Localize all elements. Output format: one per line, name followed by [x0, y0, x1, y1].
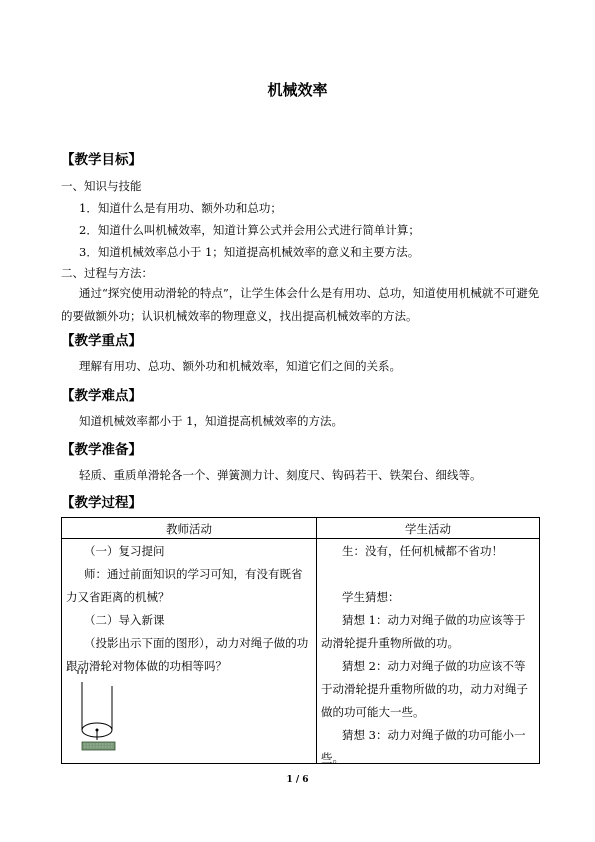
goals-part1-label: 一、知识与技能	[61, 179, 142, 193]
goals-part2-label: 二、过程与方法：	[61, 266, 153, 280]
teacher-review-title: （一）复习提问	[84, 544, 165, 558]
header-teacher-activity: 教师活动	[166, 522, 212, 536]
pulley-figure	[74, 668, 124, 753]
document-title: 机械效率	[267, 81, 328, 99]
difficulties-text: 知道机械效率都小于 1，知道提高机械效率的方法。	[79, 414, 343, 428]
student-guess-title: 学生猜想：	[342, 590, 400, 604]
goals-item-2: 2．知道什么叫机械效率，知道计算公式并会用公式进行简单计算；	[79, 223, 420, 237]
teacher-review-text: 师：通过前面知识的学习可知，有没有既省力又省距离的机械？	[66, 567, 303, 604]
table-header-divider	[62, 538, 539, 539]
teacher-intro-title: （二）导入新课	[84, 613, 165, 627]
heading-goals: 【教学目标】	[61, 152, 142, 168]
student-guess-2: 猜想 2：动力对绳子做的功应该不等于动滑轮提升重物所做的功，动力对绳子做的功可能大一些。	[321, 659, 528, 719]
page-number: 1 / 6	[286, 775, 309, 785]
goals-part2-text: 通过“探究使用动滑轮的特点”，让学生体会什么是有用功、总功，知道使用机械就不可避免的要做额外功；认识机械效率的物理意义，找出提高机械效率的方法。	[61, 286, 540, 323]
header-student-activity: 学生活动	[405, 522, 451, 536]
student-guess-3: 猜想 3：动力对绳子做的功可能小一些。	[321, 728, 526, 765]
goals-item-1: 1．知道什么是有用功、额外功和总功；	[79, 201, 282, 215]
table-column-divider	[316, 518, 317, 763]
preparation-text: 轻质、重质单滑轮各一个、弹簧测力计、刻度尺、钩码若干、铁架台、细线等。	[79, 468, 482, 482]
heading-preparation: 【教学准备】	[61, 442, 142, 458]
heading-key-points: 【教学重点】	[61, 333, 142, 349]
goals-item-3: 3．知道机械效率总小于 1；知道提高机械效率的意义和主要方法。	[79, 245, 420, 259]
key-points-text: 理解有用功、总功、额外功和机械效率，知道它们之间的关系。	[79, 359, 401, 373]
heading-process: 【教学过程】	[61, 495, 142, 511]
heading-difficulties: 【教学难点】	[61, 388, 142, 404]
student-guess-1: 猜想 1：动力对绳子做的功应该等于动滑轮提升重物所做的功。	[321, 613, 526, 650]
student-answer: 生：没有，任何机械都不省功！	[342, 544, 503, 558]
teacher-intro-text: （投影出示下面的图形），动力对绳子做的功跟动滑轮对物体做的功相等吗？	[66, 636, 309, 673]
process-table	[61, 517, 540, 764]
